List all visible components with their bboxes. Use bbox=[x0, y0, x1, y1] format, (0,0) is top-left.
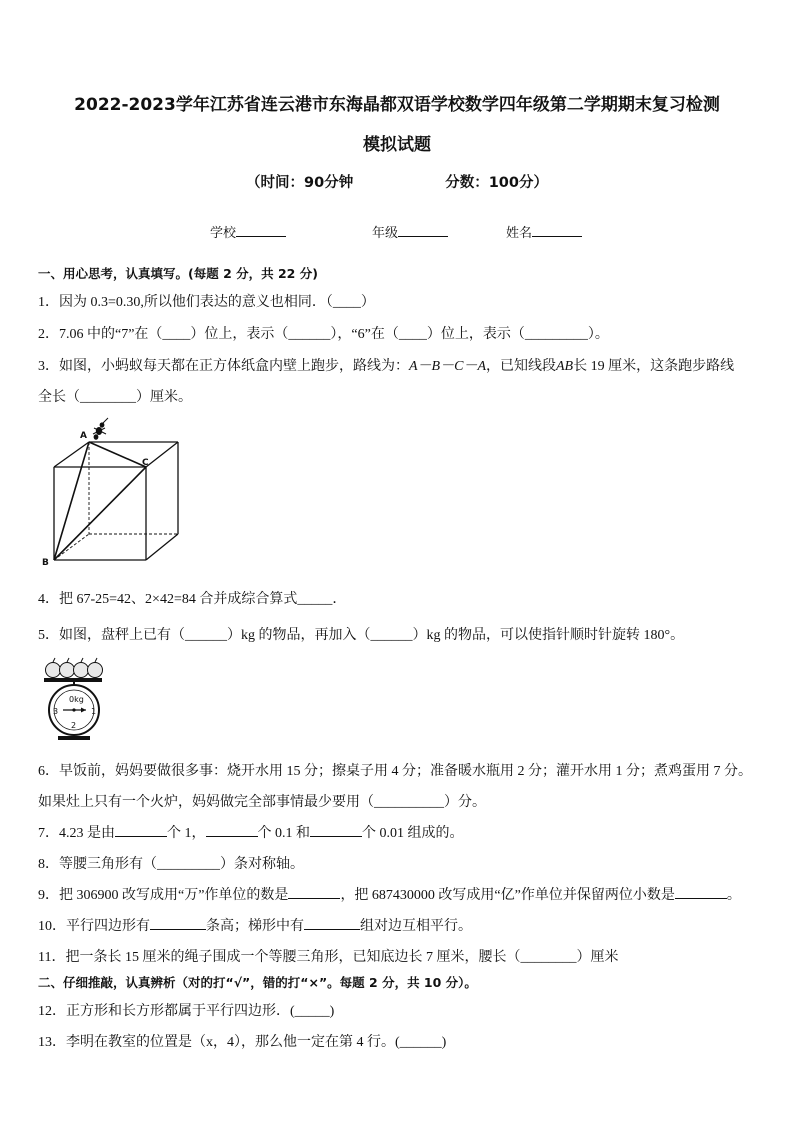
q9-text-b: ，把 687430000 改写成用“亿”作单位并保留两位小数是 bbox=[340, 888, 675, 903]
question-8: 8．等腰三角形有（_________）条对称轴。 bbox=[38, 857, 304, 872]
question-9 bbox=[38, 884, 741, 904]
cube-label-a: A bbox=[80, 431, 87, 441]
cube-label-b: B bbox=[42, 558, 49, 568]
section2-heading: 二、仔细推敲，认真辨析（对的打“√”，错的打“×”。每题 2 分，共 10 分）。 bbox=[38, 975, 477, 990]
cube-label-c: C bbox=[142, 458, 149, 468]
question-6: 6．早饭前，妈妈要做很多事：烧开水用 15 分；擦桌子用 4 分；准备暖水瓶用 2 分；灌开水用 1 分；煮鸡蛋用 7 分。 bbox=[38, 764, 752, 779]
question-3-line2: 全长（________）厘米。 bbox=[38, 390, 192, 405]
dial-right-mark: 1 bbox=[91, 707, 97, 716]
dial-unit: 0kg bbox=[69, 695, 84, 704]
time-score-line bbox=[0, 171, 794, 192]
name-blank[interactable] bbox=[532, 223, 582, 237]
q3-text-b: ，已知线段 bbox=[486, 359, 556, 374]
q9-text-a: 9．把 306900 改写成用“万”作单位的数是 bbox=[38, 888, 289, 903]
question-5: 5．如图，盘秤上已有（______）kg 的物品，再加入（______）kg 的物品，可以使指针顺时针旋转 180°。 bbox=[38, 628, 685, 643]
question-6-line2: 如果灶上只有一个火炉，妈妈做完全部事情最少要用（__________）分。 bbox=[38, 795, 486, 810]
q7-blank-3[interactable] bbox=[310, 823, 362, 837]
question-1: 1．因为 0.3=0.30,所以他们表达的意义也相同．（____） bbox=[38, 295, 375, 310]
q7-text-d: 个 0.01 组成的。 bbox=[362, 826, 464, 841]
school-blank[interactable] bbox=[236, 223, 286, 237]
exam-title-line2: 模拟试题 bbox=[363, 135, 431, 155]
question-7 bbox=[38, 822, 464, 842]
q3-route: A－B－C－A bbox=[409, 359, 486, 374]
exam-score: 分数：100分） bbox=[445, 175, 548, 191]
section1-heading: 一、用心思考，认真填写。(每题 2 分，共 22 分) bbox=[38, 266, 318, 281]
exam-time: （时间：90分钟 bbox=[246, 175, 354, 191]
q10-text-c: 组对边互相平行。 bbox=[360, 919, 472, 934]
question-2: 2．7.06 中的“7”在（____）位上，表示（______），“6”在（____）位上，表示（_________）。 bbox=[38, 327, 609, 342]
q7-text-c: 个 0.1 和 bbox=[257, 826, 310, 841]
ant-icon bbox=[93, 418, 108, 440]
grade-field bbox=[372, 222, 448, 241]
q9-blank-1[interactable] bbox=[288, 885, 340, 899]
name-field bbox=[506, 222, 582, 241]
exam-title: 2022-2023学年江苏省连云港市东海晶都双语学校数学四年级第二学期期末复习检测 bbox=[74, 95, 720, 115]
q10-blank-1[interactable] bbox=[150, 916, 206, 930]
q7-blank-2[interactable] bbox=[206, 823, 258, 837]
q3-text: 3．如图，小蚂蚁每天都在正方体纸盒内壁上跑步，路线为： bbox=[38, 359, 409, 374]
q10-text-b: 条高；梯形中有 bbox=[206, 919, 304, 934]
q7-text-a: 7．4.23 是由 bbox=[38, 826, 115, 841]
q9-blank-2[interactable] bbox=[675, 885, 727, 899]
name-label: 姓名 bbox=[506, 226, 533, 241]
q10-blank-2[interactable] bbox=[304, 916, 360, 930]
question-13: 13．李明在教室的位置是（x，4），那么他一定在第 4 行。(______) bbox=[38, 1035, 447, 1050]
question-11: 11．把一条长 15 厘米的绳子围成一个等腰三角形，已知底边长 7 厘米，腰长（________）厘米 bbox=[38, 950, 619, 965]
school-label: 学校 bbox=[210, 226, 237, 241]
dial-bottom-mark: 2 bbox=[71, 721, 77, 730]
question-12: 12．正方形和长方形都属于平行四边形．(_____) bbox=[38, 1004, 335, 1019]
cube-figure bbox=[38, 412, 188, 572]
grade-label: 年级 bbox=[372, 226, 399, 241]
scale-base bbox=[58, 736, 90, 740]
q3-segment: AB bbox=[556, 359, 574, 374]
grade-blank[interactable] bbox=[398, 223, 448, 237]
scale-pan bbox=[44, 678, 102, 682]
question-10 bbox=[38, 915, 472, 935]
q7-blank-1[interactable] bbox=[115, 823, 167, 837]
question-4: 4．把 67-25=42、2×42=84 合并成综合算式_____． bbox=[38, 592, 347, 607]
scale-figure bbox=[38, 654, 110, 746]
apples bbox=[46, 658, 103, 678]
q3-text-c: 长 19 厘米，这条跑步路线 bbox=[573, 359, 735, 374]
dial-left-mark: 3 bbox=[53, 707, 59, 716]
q7-text-b: 个 1， bbox=[167, 826, 206, 841]
question-3 bbox=[38, 355, 734, 375]
school-field bbox=[210, 222, 286, 241]
q9-text-c: 。 bbox=[726, 888, 741, 903]
q10-text-a: 10．平行四边形有 bbox=[38, 919, 150, 934]
